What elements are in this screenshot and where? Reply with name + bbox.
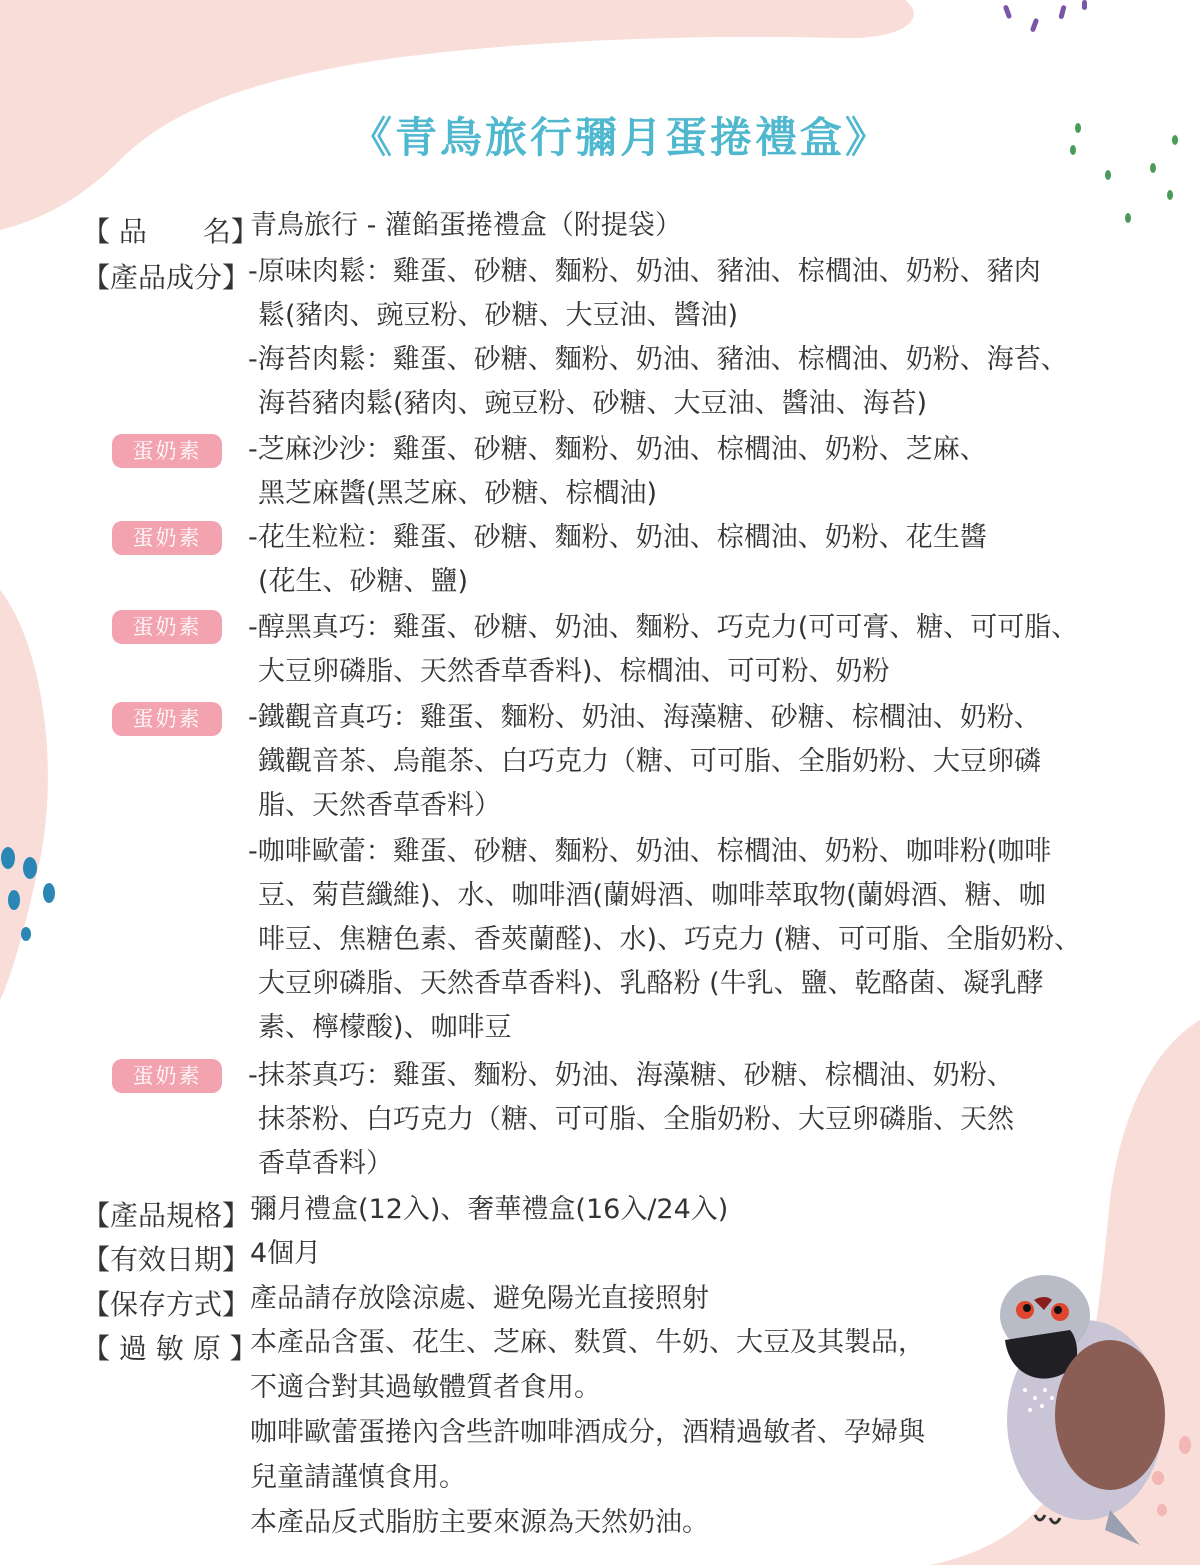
- label-expiry: 【有效日期】: [82, 1243, 251, 1276]
- page-title: 《青鳥旅行彌月蛋捲禮盒》: [349, 113, 890, 162]
- product-info: 【 品 名】 青鳥旅行 - 灌餡蛋捲禮盒（附提袋） 【產品成分】 -原味肉鬆：雞蛋、砂糖、麵粉、奶油、豬油、棕櫚油、奶粉、豬肉 鬆(豬肉、豌豆粉、砂糖、大豆油、醬油) -海苔肉鬆：雞蛋、砂糖、麵粉、奶油、豬油、棕櫚油、奶粉、海苔、 海苔豬肉鬆(豬肉、豌豆粉、砂糖、大豆油、醬油、海苔) 蛋奶素 -芝麻沙沙：雞蛋、砂糖、麵粉、奶油、棕櫚油、奶粉、芝麻、 黑芝麻醬(黑芝麻、砂糖、棕櫚油) 蛋奶素 -花生粒粒：雞蛋、砂糖、麵粉、奶油、棕櫚油、奶粉、花生醬 (花生、砂糖、鹽) 蛋奶素 -醇黑真巧：雞蛋、砂糖、奶油、麵粉、巧克力(可可膏、糖、可可脂、 大豆卵磷脂、天然香草香料)、棕櫚油、可可粉、奶粉 蛋奶素 -鐵觀音真巧：雞蛋、麵粉、奶油、海藻糖、砂糖、棕櫚油、奶粉、 鐵觀音茶、烏龍茶、白巧克力（糖、可可脂、全脂奶粉、大豆卵磷 脂、天然香草香料） -咖啡歐蕾：雞蛋、砂糖、麵粉、奶油、棕櫚油、奶粉、咖啡粉(咖啡 豆、菊苣纖維)、水、咖啡酒(蘭姆酒、咖啡萃取物(蘭姆酒、糖、咖 啡豆、焦糖色素、香莢蘭醛)、水)、巧克力 (糖、可可脂、全脂奶粉、 大豆卵磷脂、天然香草香料)、乳酪粉 (牛乳、鹽、乾酪菌、凝乳酵 素、檸檬酸)、咖啡豆 蛋奶素 -抹茶真巧：雞蛋、麵粉、奶油、海藻糖、砂糖、棕櫚油、奶粉、 抹茶粉、白巧克力（糖、可可脂、全脂奶粉、大豆卵磷脂、天然 香草香料） 【產品規格】 彌月禮盒(12入)、奢華禮盒(16入/24入) 【有效日期】 4個月 【保存方式】 產品請存放陰涼處、避免陽光直接照射 【 過 敏 原 】 本產品含蛋、花生、芝麻、麩質、牛奶、大豆及其製品， 不適合對其過敏體質者食用。 咖啡歐蕾蛋捲內含些許咖啡酒成分，酒精過敏者、孕婦與 兒童請謹慎食用。 本產品反式脂肪主要來源為天然奶油。: [82, 210, 1082, 1538]
- label-allergen: 【 過 敏 原 】: [82, 1332, 258, 1365]
- vegetarian-badge: 蛋奶素: [112, 434, 222, 468]
- name-value: 青鳥旅行 - 灌餡蛋捲禮盒（附提袋）: [250, 210, 682, 241]
- vegetarian-badge: 蛋奶素: [112, 1059, 222, 1093]
- vegetarian-badge: 蛋奶素: [112, 702, 222, 736]
- label-name: 【 品 名】: [82, 215, 259, 248]
- vegetarian-badge: 蛋奶素: [112, 610, 222, 644]
- label-storage: 【保存方式】: [82, 1288, 251, 1321]
- label-spec: 【產品規格】: [82, 1199, 251, 1232]
- expiry-value: 4個月: [250, 1238, 322, 1269]
- spec-value: 彌月禮盒(12入)、奢華禮盒(16入/24入): [250, 1194, 729, 1225]
- vegetarian-badge: 蛋奶素: [112, 521, 222, 555]
- storage-value: 產品請存放陰涼處、避免陽光直接照射: [250, 1283, 709, 1314]
- bird-illustration: [990, 1270, 1190, 1550]
- label-ingredients: 【產品成分】: [82, 261, 251, 294]
